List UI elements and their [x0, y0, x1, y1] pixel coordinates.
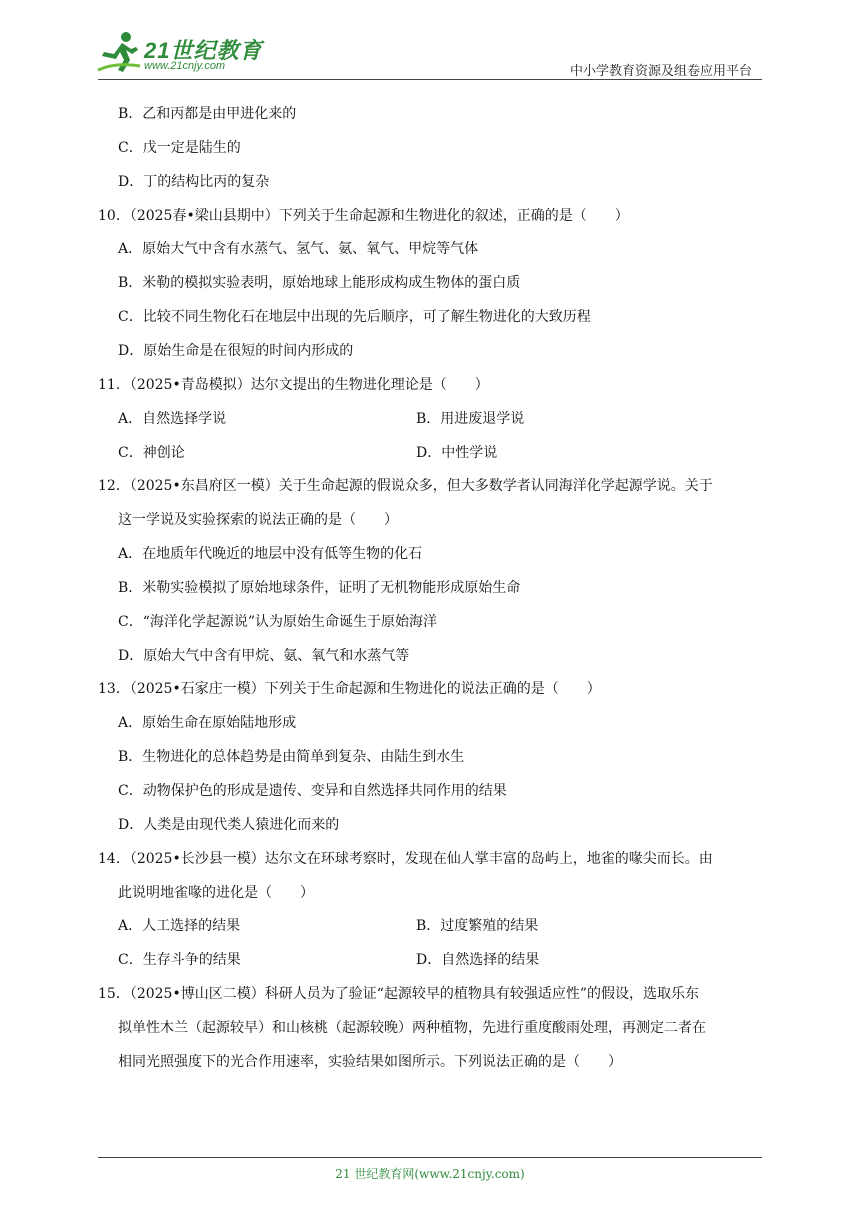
question-stem: 13．（2025•石家庄一模）下列关于生命起源和生物进化的说法正确的是（ ） — [98, 681, 601, 697]
answer-option: A．原始生命在原始陆地形成 — [118, 715, 297, 731]
answer-option: C．“海洋化学起源说”认为原始生命诞生于原始海洋 — [118, 614, 438, 630]
answer-option: B．过度繁殖的结果 — [416, 918, 539, 934]
logo — [96, 30, 276, 78]
question-stem-continued: 拟单性木兰（起源较早）和山核桃（起源较晚）两种植物，先进行重度酸雨处理，再测定二者在 — [118, 1020, 706, 1036]
answer-option: D．自然选择的结果 — [416, 952, 540, 968]
answer-option: C．比较不同生物化石在地层中出现的先后顺序，可了解生物进化的大致历程 — [118, 309, 591, 325]
answer-option: A．在地质年代晚近的地层中没有低等生物的化石 — [118, 546, 423, 562]
platform-title: 中小学教育资源及组卷应用平台 — [569, 64, 752, 79]
answer-option: B．乙和丙都是由甲进化来的 — [118, 106, 297, 122]
answer-option: D．人类是由现代类人猿进化而来的 — [118, 817, 340, 833]
answer-option: B．米勒实验模拟了原始地球条件，证明了无机物能形成原始生命 — [118, 580, 521, 596]
answer-option: B．米勒的模拟实验表明，原始地球上能形成构成生物体的蛋白质 — [118, 275, 521, 291]
logo-url: www.21cnjy.com — [144, 60, 226, 72]
question-stem-continued: 此说明地雀喙的进化是（ ） — [118, 885, 314, 901]
footer-text: 21 世纪教育网(www.21cnjy.com) — [335, 1167, 525, 1181]
question-stem: 15．（2025•博山区二模）科研人员为了验证“起源较早的植物具有较强适应性”的假设，选取乐东 — [98, 986, 700, 1002]
page-header — [0, 0, 860, 80]
logo-text: 21世纪教育 — [144, 38, 263, 63]
answer-option: D．原始大气中含有甲烷、氨、氧气和水蒸气等 — [118, 648, 410, 664]
question-stem: 10．（2025春•梁山县期中）下列关于生命起源和生物进化的叙述，正确的是（ ） — [98, 208, 629, 224]
answer-option: D．原始生命是在很短的时间内形成的 — [118, 343, 354, 359]
question-stem: 14．（2025•长沙县一模）达尔文在环球考察时，发现在仙人掌丰富的岛屿上，地雀的喙尖而长。由 — [98, 851, 713, 867]
answer-option: C．神创论 — [118, 445, 185, 461]
footer-divider — [98, 1157, 762, 1158]
answer-option: C．戊一定是陆生的 — [118, 140, 241, 156]
question-stem: 11．（2025•青岛模拟）达尔文提出的生物进化理论是（ ） — [98, 377, 489, 393]
question-stem-continued: 这一学说及实验探索的说法正确的是（ ） — [118, 512, 398, 528]
answer-option: D．中性学说 — [416, 445, 498, 461]
answer-option: A．原始大气中含有水蒸气、氢气、氨、氧气、甲烷等气体 — [118, 241, 479, 257]
answer-option: B．生物进化的总体趋势是由简单到复杂、由陆生到水生 — [118, 749, 465, 765]
header-divider — [98, 79, 762, 80]
answer-option: A．人工选择的结果 — [118, 918, 241, 934]
answer-option: C．生存斗争的结果 — [118, 952, 241, 968]
runner-logo-icon — [96, 30, 142, 74]
answer-option: B．用进废退学说 — [416, 411, 525, 427]
question-stem: 12．（2025•东昌府区一模）关于生命起源的假说众多，但大多数学者认同海洋化学起源学说。关于 — [98, 478, 713, 494]
answer-option: D．丁的结构比丙的复杂 — [118, 174, 270, 190]
answer-option: C．动物保护色的形成是遗传、变异和自然选择共同作用的结果 — [118, 783, 507, 799]
question-stem-continued: 相同光照强度下的光合作用速率，实验结果如图所示。下列说法正确的是（ ） — [118, 1054, 622, 1070]
answer-option: A．自然选择学说 — [118, 411, 227, 427]
